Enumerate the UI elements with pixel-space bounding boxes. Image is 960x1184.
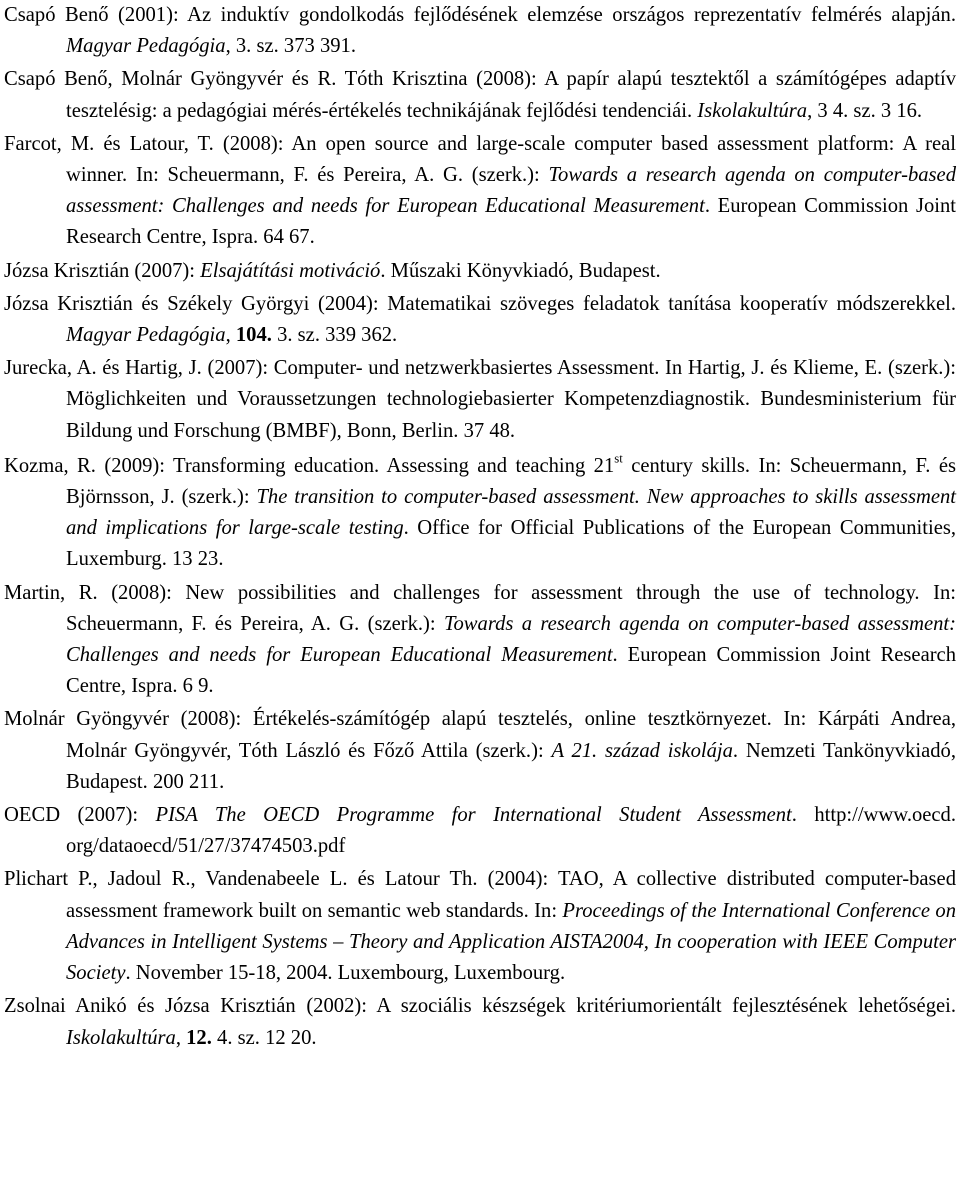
- reference-jozsa-2004: Józsa Krisztián és Székely Györgyi (2004): Matematikai szöveges feladatok tanítása kooperatív módszerekkel. Magyar Pedagógia, 104. 3. sz. 339 362.: [4, 292, 956, 347]
- reference-martin-2008: Martin, R. (2008): New possibilities and challenges for assessment through the use of technology. In: Scheuermann, F. és Pereira, A. G. (szerk.): Towards a research agenda on computer-based assessment: Challenges and needs for European Educational Measurement. European Commission Joint Research Centre, Ispra. 6 9.: [4, 581, 956, 698]
- reference-csapo-2001: Csapó Benő (2001): Az induktív gondolkodás fejlődésének elemzése országos reprezentatív felmérés alapján. Magyar Pedagógia, 3. sz. 373 391.: [4, 4, 956, 58]
- reference-list: [4, 0, 956, 1056]
- reference-plichart-2004: Plichart P., Jadoul R., Vandenabeele L. és Latour Th. (2004): TAO, A collective distributed computer-based assessment framework built on semantic web standards. In: Proceedings of the International Conference on Advances in Intelligent Systems – Theory and Application AISTA2004, In cooperation with IEEE Computer Society. November 15-18, 2004. Luxembourg, Luxembourg.: [4, 868, 956, 985]
- reference-zsolnai-2002: Zsolnai Anikó és Józsa Krisztián (2002): A szociális készségek kritériumorientált fejlesztésének lehetőségei. Iskolakultúra, 12. 4. sz. 12 20.: [4, 995, 956, 1049]
- reference-molnar-2008: Molnár Gyöngyvér (2008): Értékelés-számítógép alapú tesztelés, online tesztkörnyezet. In: Kárpáti Andrea, Molnár Gyöngyvér, Tóth László és Főző Attila (szerk.): A 21. század iskolája. Nemzeti Tankönyvkiadó, Budapest. 200 211.: [4, 708, 956, 793]
- reference-farcot-2008: Farcot, M. és Latour, T. (2008): An open source and large-scale computer based assessment platform: A real winner. In: Scheuermann, F. és Pereira, A. G. (szerk.): Towards a research agenda on computer-based assessment: Challenges and needs for European Educational Measurement. European Commission Joint Research Centre, Ispra. 64 67.: [4, 132, 957, 249]
- reference-csapo-2008: Csapó Benő, Molnár Gyöngyvér és R. Tóth Krisztina (2008): A papír alapú tesztektől a számítógépes adaptív tesztelésig: a pedagógiai mérés-értékelés technikájának fejlődési tendenciái. Iskolakultúra, 3 4. sz. 3 16.: [4, 68, 956, 122]
- oecd-url: . http://www.oecd. org/dataoecd/51/27/37474503.pdf: [66, 804, 956, 858]
- reference-jurecka-2007: Jurecka, A. és Hartig, J. (2007): Computer- und netzwerkbasiertes Assessment. In Hartig, J. és Klieme, E. (szerk.): Möglichkeiten und Voraussetzungen technologiebasierter Kompetenzdiagnostik. Bundesministerium für Bildung und Forschung (BMBF), Bonn, Berlin. 37 48.: [4, 357, 956, 442]
- reference-jozsa-2007: Józsa Krisztián (2007): Elsajátítási motiváció. Műszaki Könyvkiadó, Budapest.: [4, 259, 661, 282]
- reference-oecd-2007: OECD (2007): PISA The OECD Programme for International Student Assessment. http://www.oecd. org/dataoecd/51/27/37474503.pdf: [4, 804, 956, 858]
- reference-kozma-2009: Kozma, R. (2009): Transforming education. Assessing and teaching 21st century skills. In: Scheuermann, F. és Björnsson, J. (szerk.): The transition to computer-based assessment. New approaches to skills assessment and implications for large-scale testing. Office for Official Publications of the European Communities, Luxemburg. 13 23.: [4, 451, 956, 571]
